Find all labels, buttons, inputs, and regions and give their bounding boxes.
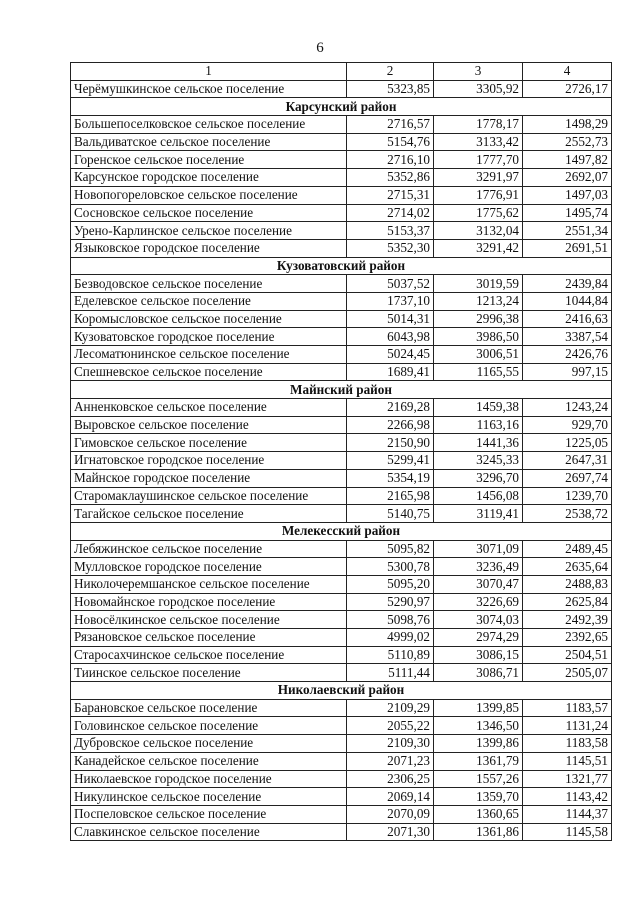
settlement-name: Тиинское сельское поселение [71,664,347,682]
value-col-3: 1557,26 [434,770,523,788]
value-col-3: 1165,55 [434,363,523,381]
value-col-4: 1143,42 [523,788,612,806]
value-col-3: 3071,09 [434,540,523,558]
table-row [71,593,612,611]
district-name: Майнский район [71,381,612,399]
table-row [71,310,612,328]
value-col-3: 3296,70 [434,469,523,487]
value-col-2: 2150,90 [347,434,434,452]
table-row [71,805,612,823]
value-col-2: 6043,98 [347,328,434,346]
column-header-1: 1 [71,63,347,81]
settlement-name: Старосахчинское сельское поселение [71,646,347,664]
value-col-4: 1495,74 [523,204,612,222]
table-row [71,752,612,770]
value-col-4: 2647,31 [523,452,612,470]
value-col-3: 3074,03 [434,611,523,629]
value-col-2: 5352,30 [347,239,434,257]
value-col-4: 2416,63 [523,310,612,328]
value-col-2: 5153,37 [347,222,434,240]
value-col-3: 3291,97 [434,169,523,187]
value-col-3: 3226,69 [434,593,523,611]
district-header-row [71,682,612,700]
value-col-2: 2069,14 [347,788,434,806]
settlement-name: Новосёлкинское сельское поселение [71,611,347,629]
value-col-4: 2625,84 [523,593,612,611]
district-name: Кузоватовский район [71,257,612,275]
value-col-4: 2538,72 [523,505,612,523]
value-col-2: 5140,75 [347,505,434,523]
table-row [71,346,612,364]
settlement-name: Славкинское сельское поселение [71,823,347,841]
table-row [71,239,612,257]
district-header-row [71,381,612,399]
value-col-2: 5352,86 [347,169,434,187]
value-col-3: 1778,17 [434,116,523,134]
value-col-4: 2504,51 [523,646,612,664]
settlement-name: Урено-Карлинское сельское поселение [71,222,347,240]
settlement-name: Языковское городское поселение [71,239,347,257]
settlement-name: Головинское сельское поселение [71,717,347,735]
settlement-name: Безводовское сельское поселение [71,275,347,293]
value-col-2: 1689,41 [347,363,434,381]
value-col-2: 4999,02 [347,629,434,647]
value-col-4: 929,70 [523,416,612,434]
value-col-2: 2109,29 [347,699,434,717]
table-row [71,292,612,310]
value-col-2: 5300,78 [347,558,434,576]
district-name: Мелекесский район [71,522,612,540]
table-header-row [71,63,612,81]
value-col-2: 2071,30 [347,823,434,841]
table-row [71,646,612,664]
settlement-name: Спешневское сельское поселение [71,363,347,381]
value-col-4: 1243,24 [523,399,612,417]
column-header-3: 3 [434,63,523,81]
value-col-4: 1498,29 [523,116,612,134]
settlement-name: Вальдиватское сельское поселение [71,133,347,151]
value-col-4: 2726,17 [523,80,612,98]
value-col-4: 1131,24 [523,717,612,735]
settlement-name: Черёмушкинское сельское поселение [71,80,347,98]
value-col-4: 1183,58 [523,735,612,753]
table-row [71,151,612,169]
value-col-3: 1359,70 [434,788,523,806]
value-col-2: 2306,25 [347,770,434,788]
table-row [71,452,612,470]
value-col-2: 5154,76 [347,133,434,151]
value-col-3: 1213,24 [434,292,523,310]
value-col-3: 1775,62 [434,204,523,222]
settlement-name: Сосновское сельское поселение [71,204,347,222]
value-col-2: 2055,22 [347,717,434,735]
table-row [71,416,612,434]
value-col-2: 2266,98 [347,416,434,434]
value-col-4: 1239,70 [523,487,612,505]
district-header-row [71,257,612,275]
settlement-name: Барановское сельское поселение [71,699,347,717]
table-row [71,133,612,151]
table-row [71,116,612,134]
district-name: Карсунский район [71,98,612,116]
table-row [71,80,612,98]
value-col-2: 2716,10 [347,151,434,169]
value-col-3: 3132,04 [434,222,523,240]
settlement-name: Выровское сельское поселение [71,416,347,434]
value-col-2: 5024,45 [347,346,434,364]
value-col-3: 3245,33 [434,452,523,470]
district-name: Николаевский район [71,682,612,700]
value-col-3: 1459,38 [434,399,523,417]
value-col-2: 5110,89 [347,646,434,664]
value-col-2: 5014,31 [347,310,434,328]
settlement-name: Новопогореловское сельское поселение [71,186,347,204]
page-number: 6 [316,40,324,56]
table-row [71,558,612,576]
value-col-2: 2169,28 [347,399,434,417]
value-col-3: 3236,49 [434,558,523,576]
table-row [71,186,612,204]
value-col-4: 1145,51 [523,752,612,770]
value-col-3: 1399,86 [434,735,523,753]
value-col-4: 2551,34 [523,222,612,240]
value-col-3: 3986,50 [434,328,523,346]
table-row [71,363,612,381]
settlement-name: Старомаклаушинское сельское поселение [71,487,347,505]
value-col-2: 5098,76 [347,611,434,629]
settlement-name: Карсунское городское поселение [71,169,347,187]
table-body [71,80,612,841]
settlement-name: Игнатовское городское поселение [71,452,347,470]
settlement-name: Горенское сельское поселение [71,151,347,169]
value-col-4: 2488,83 [523,575,612,593]
settlement-name: Николаевское городское поселение [71,770,347,788]
settlement-name: Лесоматюнинское сельское поселение [71,346,347,364]
table-row [71,540,612,558]
value-col-3: 1346,50 [434,717,523,735]
value-col-3: 3305,92 [434,80,523,98]
settlement-name: Новомайнское городское поселение [71,593,347,611]
value-col-4: 1497,03 [523,186,612,204]
column-header-4: 4 [523,63,612,81]
value-col-4: 3387,54 [523,328,612,346]
value-col-3: 3070,47 [434,575,523,593]
table-row [71,222,612,240]
value-col-3: 3133,42 [434,133,523,151]
value-col-3: 1361,86 [434,823,523,841]
value-col-4: 2439,84 [523,275,612,293]
value-col-4: 2691,51 [523,239,612,257]
table-row [71,735,612,753]
table-row [71,717,612,735]
value-col-4: 2392,65 [523,629,612,647]
table-row [71,770,612,788]
district-header-row [71,98,612,116]
value-col-2: 2070,09 [347,805,434,823]
value-col-2: 5111,44 [347,664,434,682]
table-row [71,505,612,523]
table-row [71,328,612,346]
value-col-4: 2635,64 [523,558,612,576]
value-col-4: 2552,73 [523,133,612,151]
settlement-name: Большепоселковское сельское поселение [71,116,347,134]
settlement-name: Николочеремшанское сельское поселение [71,575,347,593]
value-col-4: 1183,57 [523,699,612,717]
value-col-3: 1777,70 [434,151,523,169]
table-row [71,575,612,593]
value-col-2: 5037,52 [347,275,434,293]
value-col-4: 1044,84 [523,292,612,310]
table-row [71,788,612,806]
value-col-4: 1497,82 [523,151,612,169]
value-col-4: 2489,45 [523,540,612,558]
settlement-name: Лебяжинское сельское поселение [71,540,347,558]
value-col-2: 5095,82 [347,540,434,558]
table-row [71,664,612,682]
value-col-2: 2071,23 [347,752,434,770]
value-col-2: 5299,41 [347,452,434,470]
value-col-3: 3086,71 [434,664,523,682]
table-row [71,629,612,647]
value-col-3: 3006,51 [434,346,523,364]
value-col-2: 5323,85 [347,80,434,98]
table-row [71,399,612,417]
value-col-3: 1360,65 [434,805,523,823]
settlement-name: Канадейское сельское поселение [71,752,347,770]
value-col-3: 1361,79 [434,752,523,770]
value-col-3: 1441,36 [434,434,523,452]
value-col-3: 3119,41 [434,505,523,523]
value-col-3: 1776,91 [434,186,523,204]
value-col-3: 3291,42 [434,239,523,257]
value-col-2: 5354,19 [347,469,434,487]
value-col-4: 2492,39 [523,611,612,629]
column-header-2: 2 [347,63,434,81]
value-col-3: 1456,08 [434,487,523,505]
data-table [70,62,612,841]
value-col-4: 2426,76 [523,346,612,364]
value-col-3: 3086,15 [434,646,523,664]
settlement-name: Мулловское городское поселение [71,558,347,576]
table-row [71,434,612,452]
settlement-name: Кузоватовское городское поселение [71,328,347,346]
settlement-name: Тагайское сельское поселение [71,505,347,523]
settlement-name: Поспеловское сельское поселение [71,805,347,823]
value-col-2: 5290,97 [347,593,434,611]
value-col-3: 3019,59 [434,275,523,293]
settlement-name: Никулинское сельское поселение [71,788,347,806]
table-row [71,275,612,293]
value-col-2: 2716,57 [347,116,434,134]
value-col-4: 2692,07 [523,169,612,187]
value-col-4: 2697,74 [523,469,612,487]
value-col-3: 1163,16 [434,416,523,434]
value-col-2: 2165,98 [347,487,434,505]
settlement-name: Коромысловское сельское поселение [71,310,347,328]
settlement-name: Майнское городское поселение [71,469,347,487]
value-col-4: 997,15 [523,363,612,381]
value-col-3: 2996,38 [434,310,523,328]
table-row [71,487,612,505]
value-col-4: 1145,58 [523,823,612,841]
district-header-row [71,522,612,540]
table-row [71,823,612,841]
value-col-4: 2505,07 [523,664,612,682]
value-col-3: 2974,29 [434,629,523,647]
table-row [71,204,612,222]
value-col-4: 1144,37 [523,805,612,823]
settlement-name: Анненковское сельское поселение [71,399,347,417]
value-col-4: 1225,05 [523,434,612,452]
settlement-name: Еделевское сельское поселение [71,292,347,310]
value-col-4: 1321,77 [523,770,612,788]
settlement-name: Дубровское сельское поселение [71,735,347,753]
settlement-name: Гимовское сельское поселение [71,434,347,452]
table-row [71,469,612,487]
value-col-2: 5095,20 [347,575,434,593]
table-row [71,611,612,629]
value-col-2: 2109,30 [347,735,434,753]
table-row [71,699,612,717]
value-col-2: 2715,31 [347,186,434,204]
value-col-2: 1737,10 [347,292,434,310]
table-row [71,169,612,187]
value-col-2: 2714,02 [347,204,434,222]
settlement-name: Рязановское сельское поселение [71,629,347,647]
value-col-3: 1399,85 [434,699,523,717]
